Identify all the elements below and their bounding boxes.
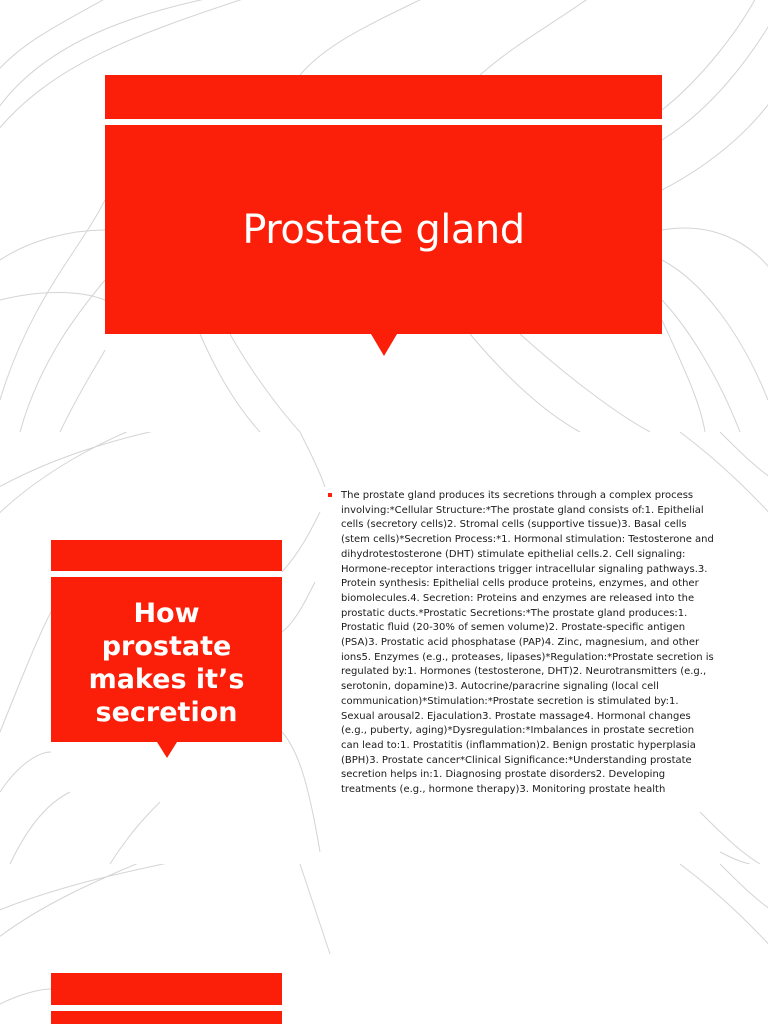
heading-box-pointer	[157, 742, 177, 758]
title-box	[105, 125, 662, 334]
heading-line: How	[133, 597, 200, 629]
heading-line: makes it’s	[88, 663, 245, 695]
slide-1	[0, 0, 768, 432]
heading-line: secretion	[95, 696, 238, 728]
heading-line: prostate	[101, 630, 232, 662]
title-accent-bar	[105, 75, 662, 119]
heading-accent-bar	[51, 973, 282, 1005]
title-box-pointer	[371, 334, 397, 356]
slide-heading	[62, 597, 272, 729]
bullet-text: The prostate gland produces its secretions through a complex process involving:*Cellular Structure:*The prostate gland consists of:1. Epithelial cells (secretory cells)2. Stromal cells (supportive tissue)3. Basal cells (stem cells)*Secretion Process:*1. Hormonal stimulation: Testosterone and dihydrotestosterone (DHT) stimulate epithelial cells.2. Cell signaling: Hormone-receptor interactions trigger intracellular signaling pathways.3. Protein synthesis: Epithelial cells produce proteins, enzymes, and other biomolecules.4. Secretion: Proteins and enzymes are released into the prostatic ducts.*Prostatic Secretions:*The prostate gland produces:1. Prostatic fluid (20-30% of semen volume)2. Prostate-specific antigen (PSA)3. Prostatic acid phosphatase (PAP)4. Zinc, magnesium, and other ions5. Enzymes (e.g., proteases, lipases)*Regulation:*Prostate secretion is regulated by:1. Hormones (testosterone, DHT)2. Neurotransmitters (e.g., serotonin, dopamine)3. Autocrine/paracrine signaling (local cell communication)*Stimulation:*Prostate secretion is stimulated by:1. Sexual arousal2. Ejaculation3. Prostate massage4. Hormonal changes (e.g., puberty, aging)*Dysregulation:*Imbalances in prostate secretion can lead to:1. Prostatitis (inflammation)2. Benign prostatic hyperplasia (BPH)3. Prostate cancer*Clinical Significance:*Understanding prostate secretion helps in:1. Diagnosing prostate disorders2. Developing treatments (e.g., hormone therapy)3. Monitoring prostate health	[341, 490, 714, 796]
slide-2	[0, 432, 768, 864]
heading-box	[51, 1011, 282, 1024]
slide-title: Prostate gland	[242, 206, 525, 253]
heading-accent-bar	[51, 540, 282, 571]
heading-box	[51, 577, 282, 742]
bullet-list	[328, 489, 714, 798]
bullet-marker	[328, 493, 332, 497]
slide-3	[0, 864, 768, 1024]
